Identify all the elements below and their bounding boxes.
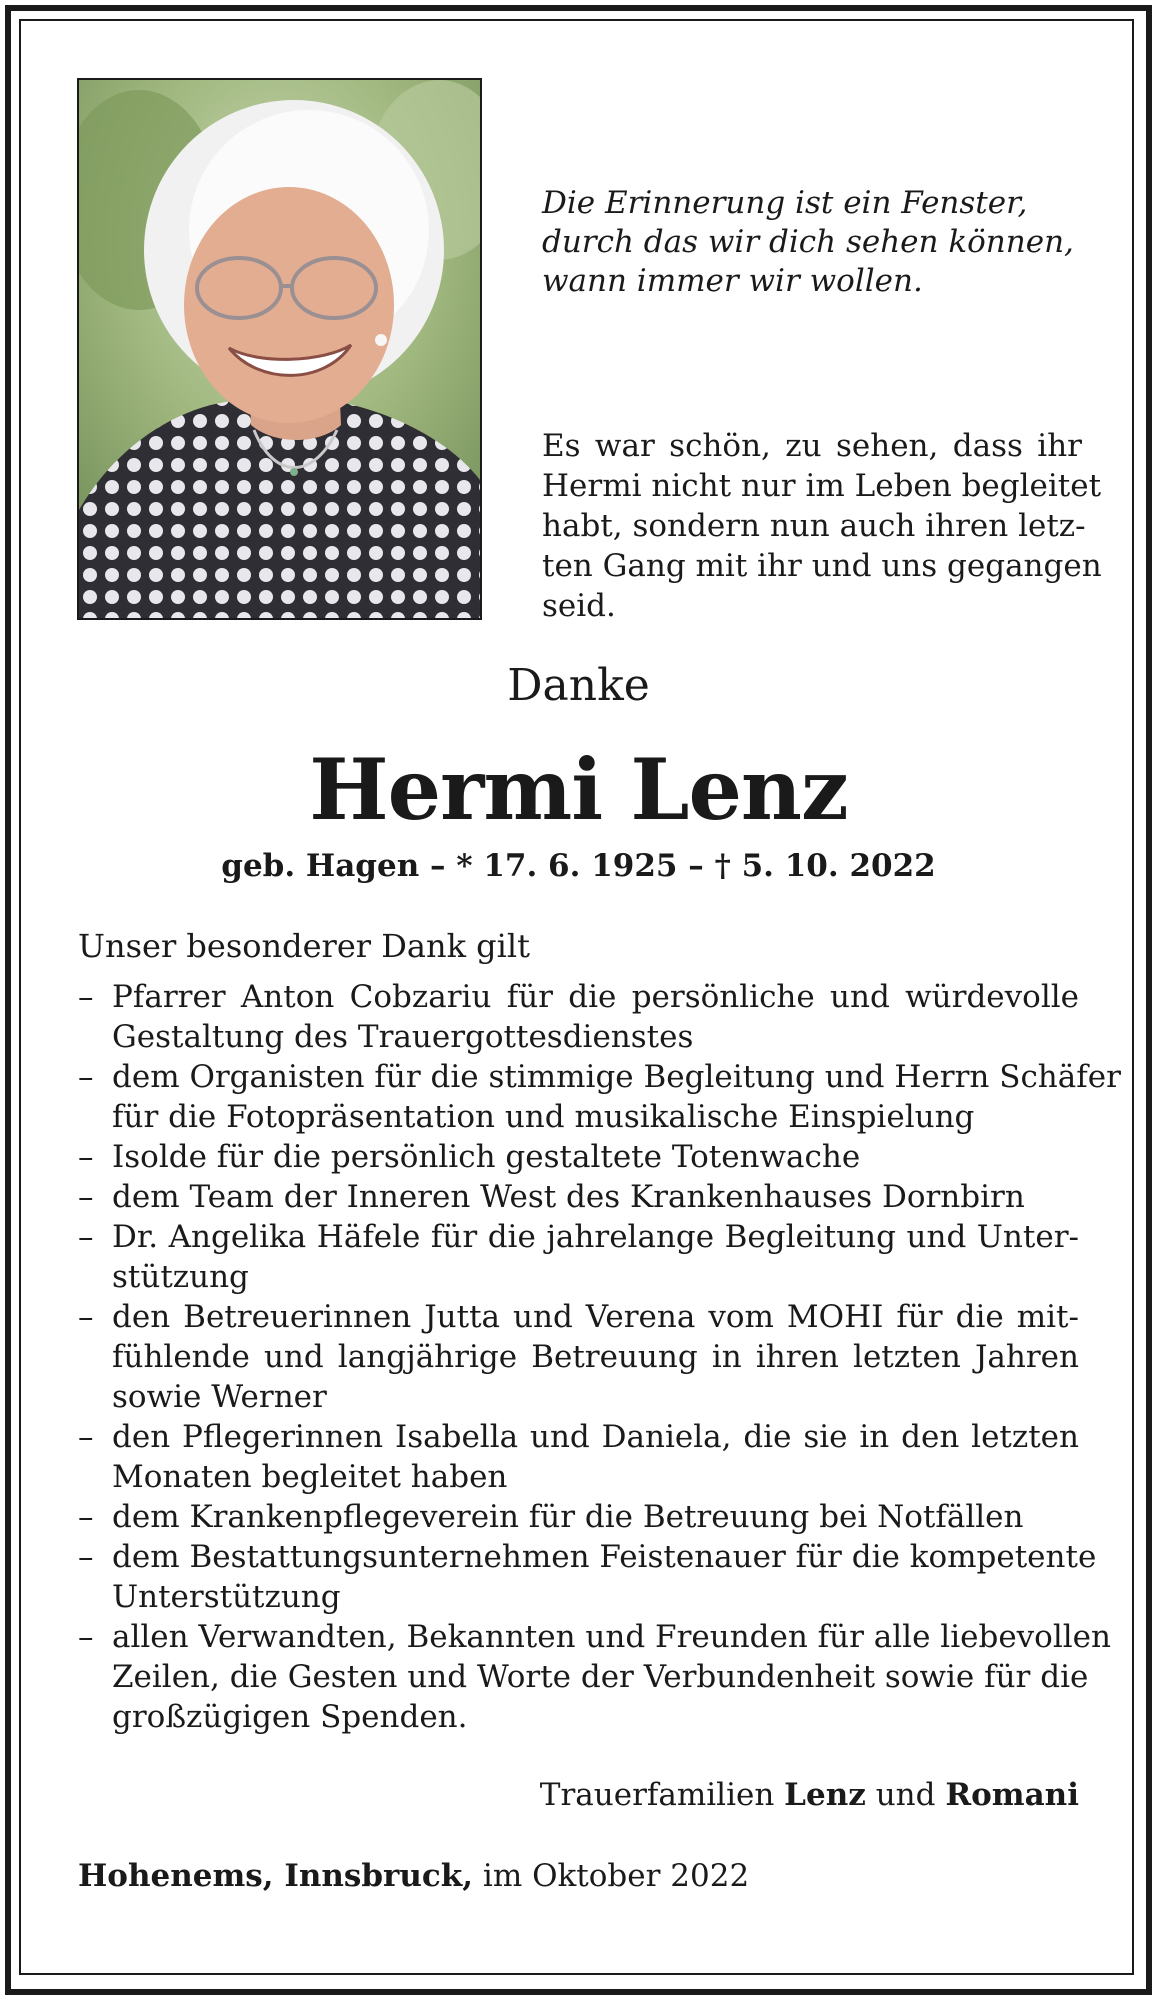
list-item-line: Monaten begleitet haben: [112, 1459, 508, 1495]
thanks-list-item: [78, 1617, 1111, 1737]
list-item-line: allen Verwandten, Bekannten und Freunden für alle liebevollen: [112, 1619, 1111, 1655]
list-dash: –: [78, 979, 94, 1015]
thanks-paragraph: [542, 426, 1102, 626]
list-item-line: großzügigen Spenden.: [112, 1699, 468, 1735]
list-item-line: Gestaltung des Trauergottesdienstes: [112, 1019, 694, 1055]
list-item-line: Isolde für die persönlich gestaltete Totenwache: [112, 1139, 861, 1175]
list-dash: –: [78, 1299, 94, 1335]
family-name-lenz: Lenz: [784, 1777, 866, 1813]
quote-line: Die Erinnerung ist ein Fenster,: [542, 185, 1028, 221]
thanks-list-item: [78, 1057, 1121, 1137]
thanks-list: [78, 977, 1121, 1737]
place-cities: Hohenems, Innsbruck,: [78, 1858, 474, 1894]
quote-line: wann immer wir wollen.: [542, 263, 923, 299]
thanks-list-item: [78, 1417, 1079, 1497]
list-item-line: dem Team der Inneren West des Krankenhauses Dornbirn: [112, 1179, 1025, 1215]
family-prefix: Trauerfamilien: [539, 1777, 775, 1813]
thanks-list-item: [78, 1297, 1079, 1417]
danke-heading: Danke: [507, 660, 650, 711]
list-item-line: stützung: [112, 1259, 249, 1295]
list-dash: –: [78, 1619, 94, 1655]
list-item-line: sowie Werner: [112, 1379, 327, 1415]
family-name-romani: Romani: [945, 1777, 1079, 1813]
list-item-line: den Pflegerinnen Isabella und Daniela, die sie in den letzten: [112, 1419, 1079, 1455]
list-item-line: dem Organisten für die stimmige Begleitung und Herrn Schäfer: [112, 1059, 1121, 1095]
thanks-list-item: [78, 1217, 1079, 1297]
thanks-list-item: [78, 1497, 1079, 1537]
portrait-photo: [77, 78, 482, 620]
deceased-name: Hermi Lenz: [309, 740, 848, 839]
list-item-line: Pfarrer Anton Cobzariu für die persönliche und würdevolle: [112, 979, 1079, 1015]
thanks-list-item: [78, 1137, 1079, 1177]
list-item-line: dem Krankenpflegeverein für die Betreuung bei Notfällen: [112, 1499, 1024, 1535]
list-dash: –: [78, 1139, 94, 1175]
paragraph-line: habt, sondern nun auch ihren letz-: [542, 508, 1086, 544]
paragraph-line: seid.: [542, 588, 616, 624]
thanks-list-item: [78, 1537, 1097, 1617]
list-item-line: Dr. Angelika Häfele für die jahrelange Begleitung und Unter-: [112, 1219, 1079, 1255]
list-dash: –: [78, 1219, 94, 1255]
paragraph-line: ten Gang mit ihr und uns gegangen: [542, 548, 1102, 584]
list-dash: –: [78, 1499, 94, 1535]
thanks-intro: Unser besonderer Dank gilt: [78, 927, 530, 965]
list-dash: –: [78, 1419, 94, 1455]
paragraph-line: Es war schön, zu sehen, dass ihr: [542, 428, 1082, 464]
list-item-line: für die Fotopräsentation und musikalische Einspielung: [112, 1099, 975, 1135]
thanks-list-item: [78, 977, 1079, 1057]
list-dash: –: [78, 1059, 94, 1095]
list-item-line: Unterstützung: [112, 1579, 341, 1615]
paragraph-line: Hermi nicht nur im Leben begleitet: [542, 468, 1102, 504]
thanks-list-item: [78, 1177, 1079, 1217]
list-dash: –: [78, 1539, 94, 1575]
memorial-quote: [542, 184, 1082, 301]
family-joiner: und: [875, 1777, 936, 1813]
life-dates: geb. Hagen – * 17. 6. 1925 – † 5. 10. 2022: [221, 848, 936, 884]
quote-line: durch das wir dich sehen können,: [542, 224, 1074, 260]
place-and-date: [78, 1858, 749, 1894]
list-item-line: dem Bestattungsunternehmen Feistenauer für die kompetente: [112, 1539, 1097, 1575]
list-item-line: fühlende und langjährige Betreuung in ihren letzten Jahren: [112, 1339, 1079, 1375]
family-signature: [540, 1777, 1079, 1813]
list-dash: –: [78, 1179, 94, 1215]
list-item-line: den Betreuerinnen Jutta und Verena vom MOHI für die mit-: [112, 1299, 1079, 1335]
place-date: im Oktober 2022: [482, 1858, 750, 1894]
list-item-line: Zeilen, die Gesten und Worte der Verbundenheit sowie für die: [112, 1659, 1089, 1695]
